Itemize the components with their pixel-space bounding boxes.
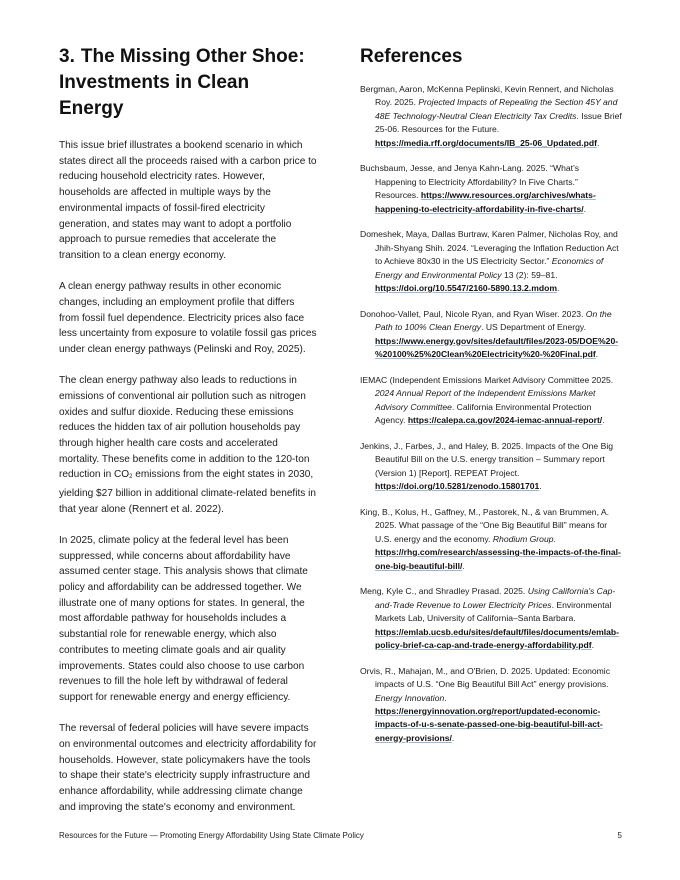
ref-text: Orvis, R., Mahajan, M., and O'Brien, D. 2025. Updated: Economic impacts of U.S. “One Big Beautiful Bill Act” energy provisions.	[360, 665, 611, 690]
section-title-line2: Investments in Clean Energy	[59, 72, 250, 119]
reference-link[interactable]: https://www.resources.org/archives/whats-happening-to-electricity-affordability-in-five-charts/	[375, 190, 596, 214]
references-list	[360, 83, 622, 745]
ref-text: .	[553, 533, 556, 544]
ref-text: . California Environmental Protection Agency.	[375, 401, 592, 426]
ref-text: IEMAC (Independent Emissions Market Advisory Committee 2025.	[360, 374, 614, 385]
ref-text: .	[444, 692, 447, 703]
paragraph-text: The clean energy pathway also leads to reductions in emissions of conventional air pollution such as nitrogen oxides and sulfur dioxide. Reducing these emissions reduces the hidden tax of air pollution households pay through higher health care costs and accelerated mortality. These benefits come in addition to the 120-ton reduction in CO	[59, 375, 310, 481]
ref-text: . Environmental Markets Lab, University of California–Santa Barbara.	[375, 599, 612, 624]
paragraph: The reversal of federal policies will have severe impacts on environmental outcomes and electricity affordability for households. However, state policymakers have the tools to shape their state's electricity supply infrastructure and enhance affordability, while addressing climate change and improving the state's economy and environment.	[59, 723, 317, 813]
ref-text: . US Department of Energy.	[481, 322, 586, 333]
ref-text: Jenkins, J., Farbes, J., and Haley, B. 2025. Impacts of the One Big Beautiful Bill on the U.S. energy transition – Summary report (Version 1) [Report]. REPEAT Project.	[360, 440, 614, 478]
ref-text: .	[597, 137, 600, 148]
reference-link[interactable]: https://www.energy.gov/sites/default/files/2023-05/DOE%20-%20100%25%20Clean%20Electricity%20-%20Final.pdf	[375, 335, 619, 360]
reference-link[interactable]: https://doi.org/10.5547/2160-5890.13.2.mdom	[375, 283, 557, 294]
section-title-line1: The Missing Other Shoe:	[80, 46, 305, 67]
paragraph-text: emissions from the eight states in 2030, yielding $27 billion in additional climate-related benefits in that year alone (Rennert et al. 2022).	[59, 469, 316, 515]
reference-link[interactable]: https://doi.org/10.5281/zenodo.15801701	[375, 481, 540, 492]
reference-link[interactable]: https://media.rff.org/documents/IB_25-06_Updated.pdf	[375, 137, 598, 148]
reference-item	[360, 585, 622, 652]
ref-text: King, B., Kolus, H., Gaffney, M., Pastorek, N., & van Brummen, A. 2025. What passage of the “One Big Beautiful Bill” means for U.S. energy and the economy.	[360, 506, 609, 544]
ref-text: Donohoo-Vallet, Paul, Nicole Ryan, and Ryan Wiser. 2023.	[360, 308, 586, 319]
ref-text: .	[595, 349, 599, 360]
section-number: 3.	[59, 46, 75, 67]
ref-text: Domeshek, Maya, Dallas Burtraw, Karen Palmer, Nicholas Roy, and Jhih-Shyang Shih. 2024. “Leveraging the Inflation Reduction Act to Achieve 80x30 in the US Electricity Sector.”	[360, 229, 619, 267]
left-column	[59, 44, 317, 831]
reference-link[interactable]: https://energyinnovation.org/report/updated-economic-impacts-of-u-s-senate-passed-one-big-beautiful-bill-act-energy-provisions/	[375, 705, 603, 743]
ref-text: .	[462, 560, 465, 571]
paragraph: This issue brief illustrates a bookend scenario in which states direct all the proceeds raised with a carbon price to reducing household electricity rates. However, households are affected in multiple ways by the environmental impacts of fossil-fired electricity generation, and states may want to adopt a portfolio approach to pursue remedies that accelerate the transition to a clean energy economy.	[59, 140, 317, 261]
subscript: 2	[129, 474, 133, 481]
ref-text: .	[583, 203, 587, 214]
ref-text: .	[451, 732, 455, 743]
ref-text: .	[556, 283, 560, 294]
ref-text: 13 (2): 59–81.	[501, 269, 558, 280]
body-text	[59, 138, 317, 815]
page-number: 5	[617, 831, 622, 840]
references-heading: References	[360, 46, 463, 67]
reference-item	[360, 162, 622, 216]
ref-title: Economics of Energy and Environmental Policy	[375, 256, 604, 280]
ref-text: Buchsbaum, Jesse, and Jenya Kahn-Lang. 2025. “What's Happening to Electricity Affordability? In Five Charts.” Resources.	[360, 163, 580, 201]
reference-item	[360, 308, 622, 362]
footer-text: Resources for the Future — Promoting Energy Affordability Using State Climate Policy	[59, 831, 364, 840]
ref-title: 2024 Annual Report of the Independent Emissions Market Advisory Committee	[375, 388, 596, 412]
page-footer	[59, 831, 622, 840]
ref-title: Energy Innovation	[375, 692, 445, 703]
paragraph	[59, 373, 317, 517]
reference-item	[360, 506, 622, 573]
reference-item	[360, 440, 622, 494]
reference-link[interactable]: https://rhg.com/research/assessing-the-impacts-of-the-final-one-big-beautiful-bill/	[375, 547, 621, 571]
ref-title: On the Path to 100% Clean Energy	[375, 308, 612, 333]
paragraph: A clean energy pathway results in other economic changes, including an employment profile that differs from fossil fuel dependence. Electricity prices also face less uncertainty from exposure to volatile fossil gas prices under clean energy pathways (Pelinski and Roy, 2025).	[59, 281, 317, 355]
reference-item	[360, 665, 622, 745]
section-title	[59, 44, 317, 122]
ref-text: . Issue Brief 25-06. Resources for the Future.	[375, 110, 622, 135]
reference-item	[360, 83, 622, 150]
reference-item	[360, 374, 622, 428]
reference-link[interactable]: https://calepa.ca.gov/2024-iemac-annual-report/	[407, 415, 603, 426]
ref-title: Projected Impacts of Repealing the Section 45Y and 48E Technology-Neutral Clean Electricity Tax Credits	[375, 97, 618, 121]
ref-text: Bergman, Aaron, McKenna Peplinski, Kevin Rennert, and Nicholas Roy. 2025.	[360, 84, 614, 108]
ref-text: .	[602, 415, 605, 426]
reference-item	[360, 228, 622, 295]
ref-text: Meng, Kyle C., and Shradley Prasad. 2025.	[360, 586, 528, 597]
ref-title: Rhodium Group	[492, 533, 554, 544]
ref-title: Using California's Cap-and-Trade Revenue to Lower Electricity Prices	[375, 586, 616, 610]
paragraph: In 2025, climate policy at the federal level has been suppressed, while concerns about affordability have assumed center stage. This analysis shows that climate policy and affordability can be addressed together. We illustrate one of many options for states. In general, the most affordable pathway for households includes a substantial role for renewable energy, which also contributes to meeting climate goals and air quality improvements. States could also choose to use carbon revenues to fill the hole left by withdrawal of federal support for renewable energy and energy efficiency.	[59, 534, 308, 703]
ref-text: .	[591, 639, 595, 650]
reference-link[interactable]: https://emlab.ucsb.edu/sites/default/files/documents/emlab-policy-brief-ca-cap-and-trade-energy-affordability.pdf	[375, 626, 620, 650]
ref-text: .	[539, 481, 542, 492]
right-column	[360, 44, 622, 758]
